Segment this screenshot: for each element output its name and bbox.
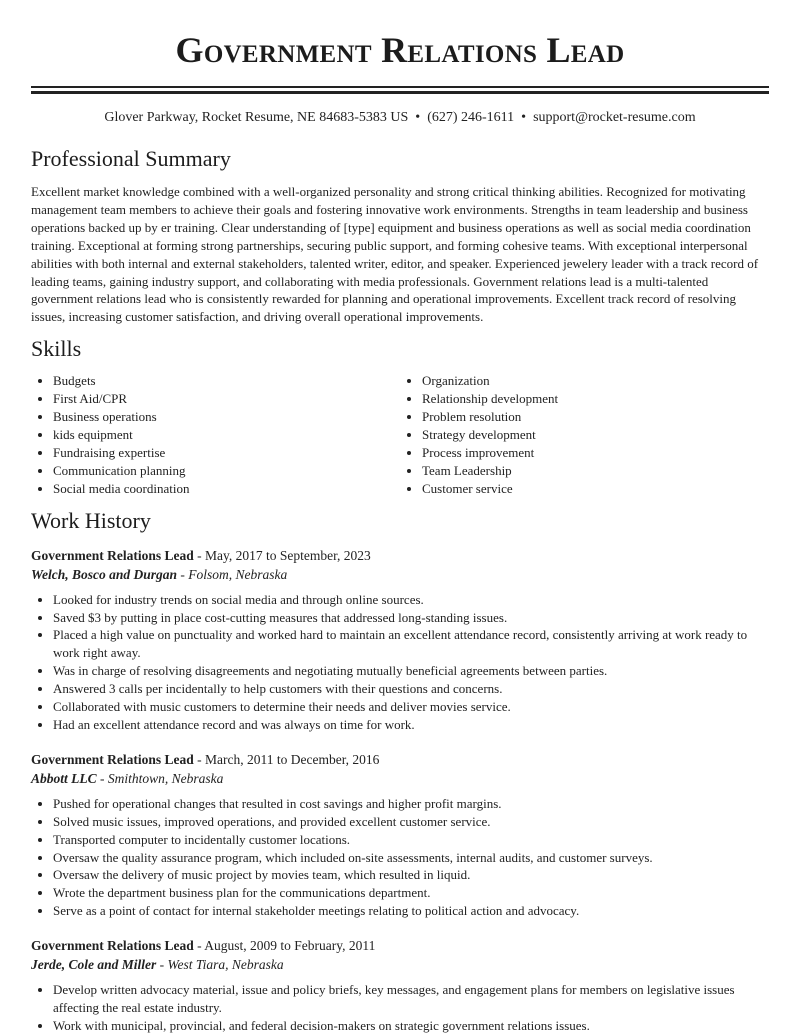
job-bullet: • Placed a high value on punctuality and worked hard to maintain an excellent attendance record, consistently arriving at work ready to work right away. — [53, 626, 769, 662]
job-location: - West Tiara, Nebraska — [156, 957, 284, 973]
job-role: Government Relations Lead — [31, 547, 194, 563]
summary-heading: Professional Summary — [31, 146, 231, 171]
job-bullet: • Serve as a point of contact for internal stakeholder meetings relating to political action and advocacy. — [53, 902, 769, 920]
employer-line — [31, 955, 769, 974]
contact-email[interactable]: support@rocket-resume.com — [533, 110, 696, 125]
job-dates: - March, 2011 to December, 2016 — [193, 751, 380, 767]
job-title-line — [31, 546, 769, 565]
job-bullet: • Oversaw the delivery of music project by movies team, which resulted in liquid. — [53, 866, 769, 884]
job-role: Government Relations Lead — [31, 751, 194, 767]
skill-item: • Business operations — [53, 408, 400, 426]
job-bullet: • Solved music issues, improved operations, and provided excellent customer service. — [53, 813, 769, 831]
skill-item: • Communication planning — [53, 462, 400, 480]
skill-item: • Process improvement — [422, 444, 769, 462]
job-company: Welch, Bosco and Durgan — [31, 566, 178, 582]
skills-column-left — [31, 372, 400, 497]
job-entry — [31, 546, 769, 734]
contact-line — [31, 109, 769, 127]
job-bullet: • Work with municipal, provincial, and federal decision-makers on strategic government relations issues. — [53, 1017, 769, 1035]
job-bullet: • Collaborated with music customers to determine their needs and deliver movies service. — [53, 698, 769, 716]
job-bullets — [31, 591, 769, 734]
contact-phone[interactable]: (627) 246-1611 — [427, 110, 515, 125]
job-location: - Folsom, Nebraska — [177, 566, 288, 582]
job-dates: - May, 2017 to September, 2023 — [193, 547, 371, 563]
job-title-line — [31, 750, 769, 769]
job-role: Government Relations Lead — [31, 938, 194, 954]
skill-item: • Organization — [422, 372, 769, 390]
job-bullets — [31, 981, 769, 1035]
skills-column-right — [400, 372, 769, 497]
candidate-name: Government Relations Lead — [175, 30, 625, 70]
contact-address: Glover Parkway, Rocket Resume, NE 84683-5383 US — [104, 110, 409, 125]
job-company: Jerde, Cole and Miller — [31, 957, 157, 973]
contact-separator: • — [415, 110, 421, 125]
job-bullet: • Pushed for operational changes that resulted in cost savings and higher profit margins. — [53, 795, 769, 813]
job-bullet: • Transported computer to incidentally customer locations. — [53, 831, 769, 849]
job-bullet: • Answered 3 calls per incidentally to help customers with their questions and concerns. — [53, 680, 769, 698]
skill-item: • First Aid/CPR — [53, 390, 400, 408]
employer-line — [31, 565, 769, 584]
skill-item: • Team Leadership — [422, 462, 769, 480]
job-bullet: • Had an excellent attendance record and was always on time for work. — [53, 716, 769, 734]
header-divider — [31, 86, 769, 94]
skill-item: • Relationship development — [422, 390, 769, 408]
job-dates: - August, 2009 to February, 2011 — [193, 938, 376, 954]
skill-item: • Budgets — [53, 372, 400, 390]
skills-heading: Skills — [31, 336, 82, 362]
job-bullet: • Looked for industry trends on social media and through online sources. — [53, 591, 769, 609]
job-bullet: • Develop written advocacy material, issue and policy briefs, key messages, and engagement plans for members on legislative issues affecting the real estate industry. — [53, 981, 769, 1017]
job-bullet: • Was in charge of resolving disagreements and negotiating mutually beneficial agreements between parties. — [53, 662, 769, 680]
employer-line — [31, 769, 769, 788]
skill-item: • Fundraising expertise — [53, 444, 400, 462]
job-company: Abbott LLC — [31, 770, 97, 786]
job-bullet: • Oversaw the quality assurance program, which included on-site assessments, internal audits, and customer surveys. — [53, 849, 769, 867]
contact-separator: • — [521, 110, 527, 125]
skill-item: • Problem resolution — [422, 408, 769, 426]
skill-item: • Social media coordination — [53, 480, 400, 498]
job-entry — [31, 750, 769, 920]
work-history-heading: Work History — [31, 507, 151, 533]
skills-list — [31, 372, 769, 497]
summary-text: Excellent market knowledge combined with a well-organized personality and strong critical thinking abilities. Recognized for motivating management team members to achieve their goals and fostering innovative work environments. Strengths in team leadership and business operations backed up by er training. Clear understanding of [type] equipment and business operations as well as social media coordination training. Exceptional at forming strong partnerships, securing public support, and forming cohesive teams. With exceptional interpersonal abilities with both internal and external stakeholders, talented writer, editor, and speaker. Experienced jewelery leader with a track record of leading teams, gaining industry support, and collaborating with media professionals. Government relations lead is a multi-talented government relations lead who is consistently rewarded for planning and operational improvements. Excellent track record of resolving issues, increasing customer satisfaction, and driving overall operational improvements. — [31, 184, 759, 325]
skill-item: • Customer service — [422, 480, 769, 498]
job-location: - Smithtown, Nebraska — [96, 770, 224, 786]
job-bullet: • Saved $3 by putting in place cost-cutting measures that addressed long-standing issues. — [53, 609, 769, 627]
job-bullets — [31, 795, 769, 920]
skill-item: • kids equipment — [53, 426, 400, 444]
job-title-line — [31, 936, 769, 955]
skill-item: • Strategy development — [422, 426, 769, 444]
job-entry — [31, 936, 769, 1035]
job-bullet: • Wrote the department business plan for the communications department. — [53, 884, 769, 902]
